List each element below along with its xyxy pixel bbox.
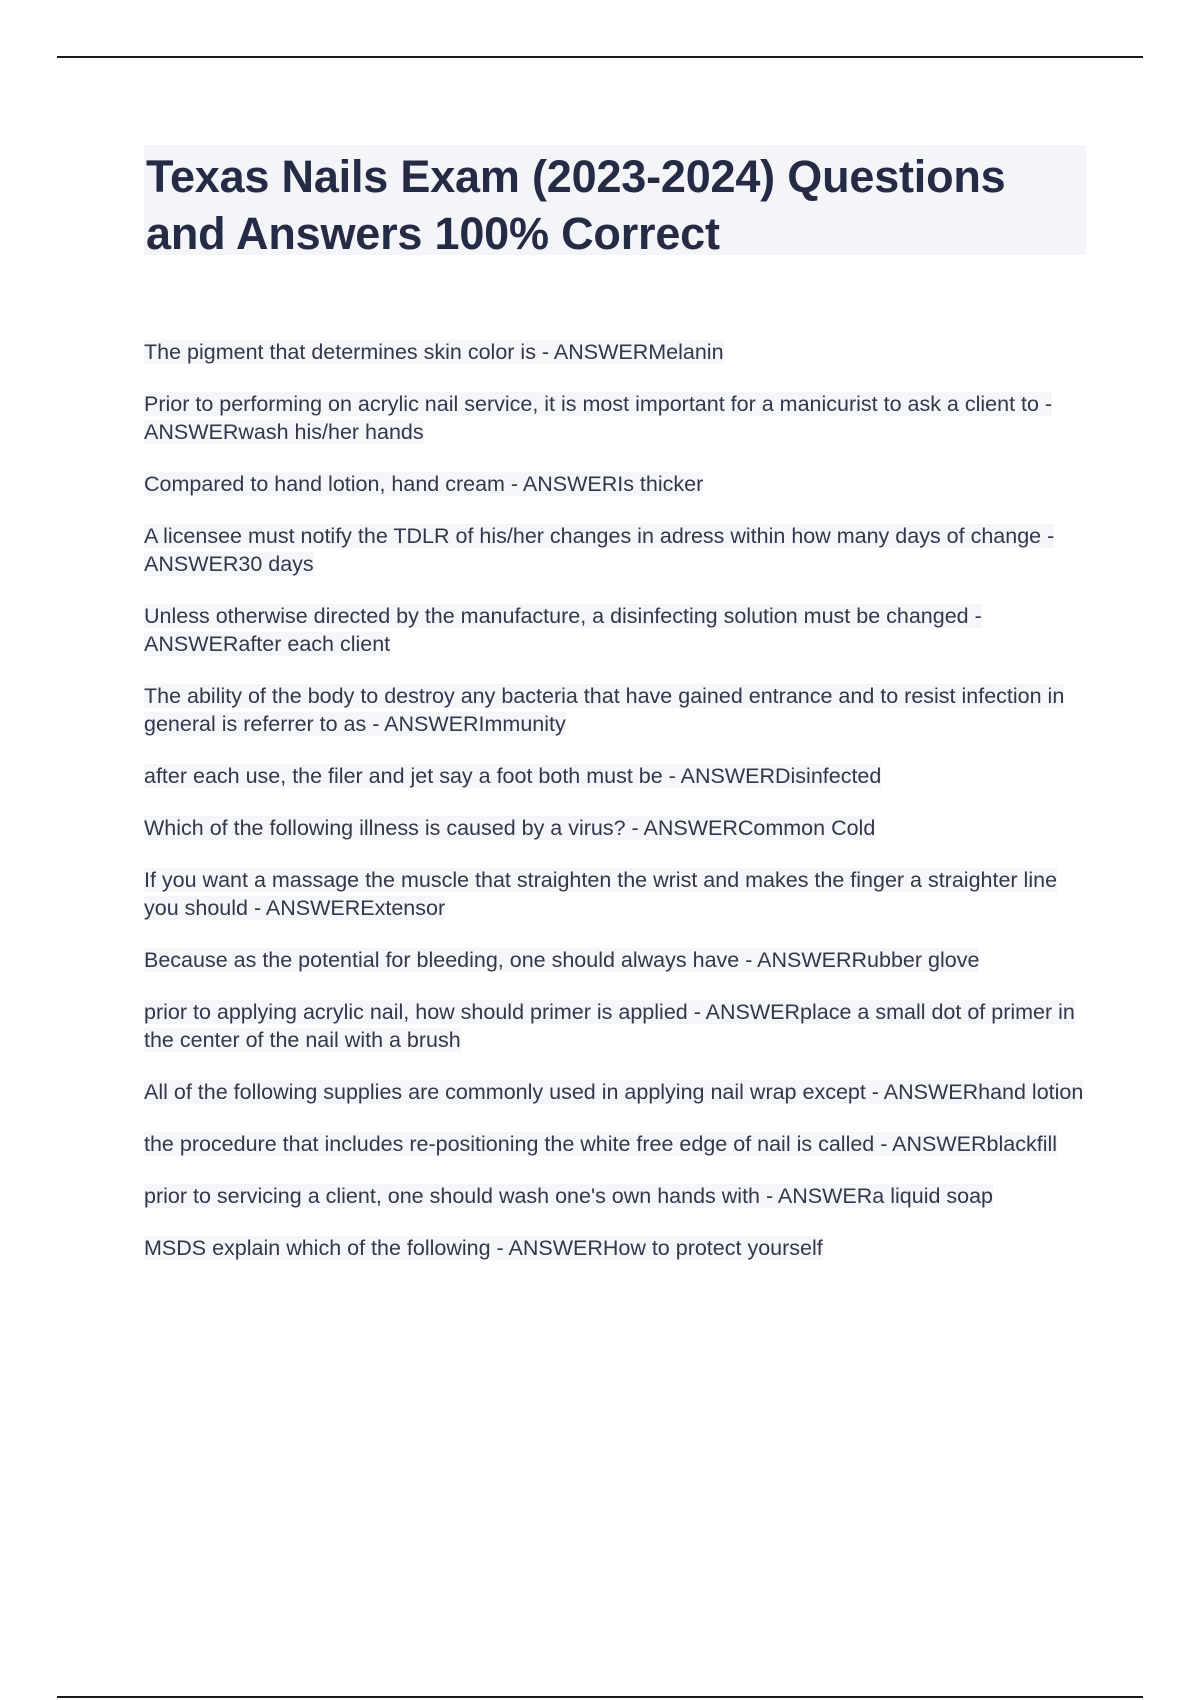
qa-item [144,470,1094,498]
qa-item [144,1234,1094,1262]
qa-text: prior to servicing a client, one should wash one's own hands with - ANSWERa liquid soap [144,1184,994,1208]
qa-item [144,946,1094,974]
qa-item [144,866,1094,922]
qa-item [144,814,1094,842]
qa-item [144,1078,1094,1106]
qa-text: prior to applying acrylic nail, how should primer is applied - ANSWERplace a small dot of primer in the center of the nail with a brush [144,1000,1075,1052]
qa-item [144,338,1094,366]
qa-item [144,762,1094,790]
qa-text: the procedure that includes re-positioning the white free edge of nail is called - ANSWERblackfill [144,1132,1058,1156]
qa-item [144,522,1094,578]
bottom-divider [57,1696,1143,1698]
qa-text: Which of the following illness is caused by a virus? - ANSWERCommon Cold [144,816,876,840]
qa-text: Because as the potential for bleeding, one should always have - ANSWERRubber glove [144,948,980,972]
qa-text: after each use, the filer and jet say a foot both must be - ANSWERDisinfected [144,764,882,788]
qa-item [144,682,1094,738]
qa-item [144,602,1094,658]
qa-item [144,1130,1094,1158]
qa-text: Prior to performing on acrylic nail service, it is most important for a manicurist to ask a client to - ANSWERwash his/her hands [144,392,1053,444]
qa-item [144,998,1094,1054]
qa-text: All of the following supplies are commonly used in applying nail wrap except - ANSWERhand lotion [144,1080,1084,1104]
top-divider [57,56,1143,58]
qa-list [144,338,1094,1286]
qa-text: Unless otherwise directed by the manufacture, a disinfecting solution must be changed - ANSWERafter each client [144,604,982,656]
document-title: Texas Nails Exam (2023-2024) Questions and Answers 100% Correct [146,151,1006,259]
qa-text: MSDS explain which of the following - ANSWERHow to protect yourself [144,1236,823,1260]
qa-text: If you want a massage the muscle that straighten the wrist and makes the finger a straighter line you should - ANSWERExtensor [144,868,1058,920]
qa-item [144,390,1094,446]
qa-item [144,1182,1094,1210]
qa-text: The ability of the body to destroy any bacteria that have gained entrance and to resist infection in general is referrer to as - ANSWERImmunity [144,684,1065,736]
title-block [144,145,1086,259]
qa-text: Compared to hand lotion, hand cream - ANSWERIs thicker [144,472,704,496]
qa-text: The pigment that determines skin color is - ANSWERMelanin [144,340,724,364]
qa-text: A licensee must notify the TDLR of his/her changes in adress within how many days of change - ANSWER30 days [144,524,1055,576]
